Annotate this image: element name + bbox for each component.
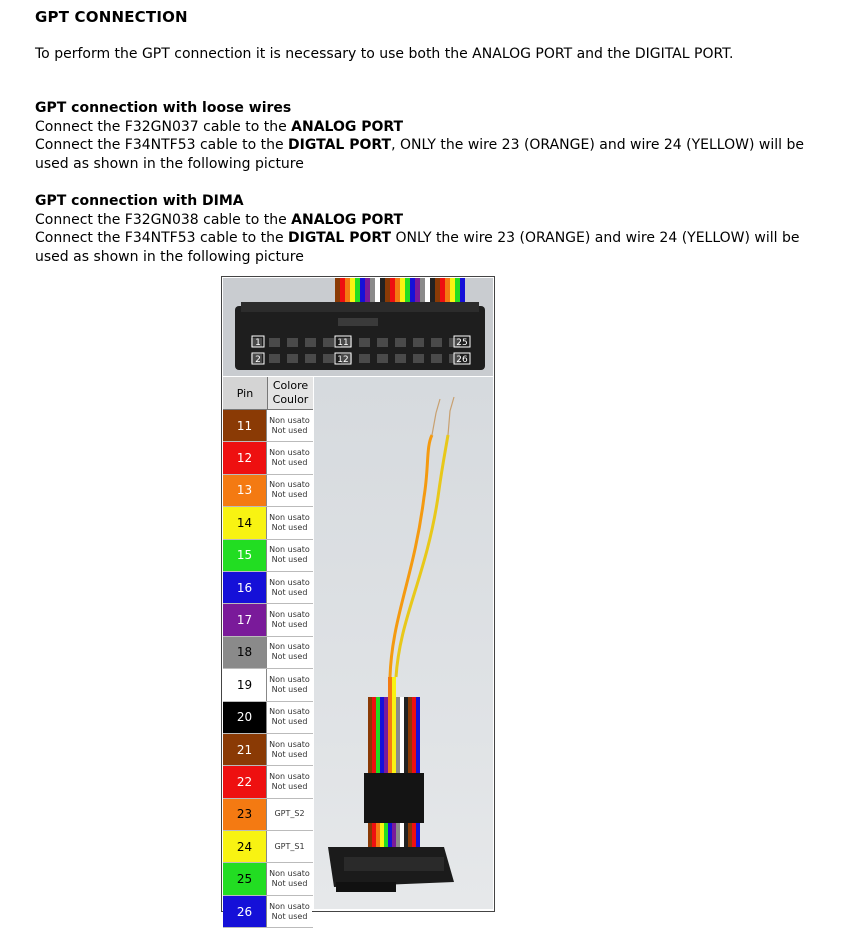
pin-color-table xyxy=(223,377,313,928)
pin-number-cell: 14 xyxy=(223,507,267,538)
cable-photo xyxy=(314,377,493,909)
pin-number-cell: 26 xyxy=(223,896,267,927)
pin-row xyxy=(223,604,313,636)
pin-row xyxy=(223,442,313,474)
pin-usage-cell: Non usato Not used xyxy=(267,475,312,506)
pin-row xyxy=(223,863,313,895)
wiring-figure xyxy=(221,276,495,921)
pin-usage-cell: Non usato Not used xyxy=(267,604,312,635)
section-heading: GPT connection with loose wires xyxy=(35,100,292,116)
pin-number-cell: 13 xyxy=(223,475,267,506)
pin-number-cell: 18 xyxy=(223,637,267,668)
cable-ribbon-bundle xyxy=(368,677,420,777)
pin-table-header xyxy=(223,377,313,410)
section-dima xyxy=(35,192,815,266)
connector-label-25: 25 xyxy=(456,338,468,348)
connector-label-11: 11 xyxy=(337,338,349,348)
ribbon-connector-illustration xyxy=(223,278,493,376)
pin-number-cell: 17 xyxy=(223,604,267,635)
pin-row xyxy=(223,637,313,669)
instruction-line: Connect the F32GN038 cable to the ANALOG PORT xyxy=(35,211,404,228)
pin-row xyxy=(223,896,313,928)
connector-label-12: 12 xyxy=(337,355,349,365)
pin-row xyxy=(223,766,313,798)
pin-row xyxy=(223,702,313,734)
pin-row xyxy=(223,669,313,701)
instruction-line: Connect the F32GN037 cable to the ANALOG PORT xyxy=(35,118,404,135)
pin-number-cell: 22 xyxy=(223,766,267,797)
pin-usage-cell: Non usato Not used xyxy=(267,410,312,441)
pin-number-cell: 25 xyxy=(223,863,267,894)
pin-row xyxy=(223,540,313,572)
pin-table-body xyxy=(223,410,313,928)
pin-number-cell: 24 xyxy=(223,831,267,862)
pin-usage-cell: GPT_S2 xyxy=(267,799,312,830)
pin-number-cell: 19 xyxy=(223,669,267,700)
pin-usage-cell: Non usato Not used xyxy=(267,766,312,797)
connector-label-1: 1 xyxy=(255,338,261,348)
connector-photo xyxy=(223,278,493,376)
section-heading: GPT connection with DIMA xyxy=(35,193,244,209)
pin-row xyxy=(223,734,313,766)
pin-usage-cell: Non usato Not used xyxy=(267,669,312,700)
header-pin: Pin xyxy=(223,377,268,409)
pin-usage-cell: Non usato Not used xyxy=(267,442,312,473)
pin-usage-cell: Non usato Not used xyxy=(267,702,312,733)
pin-row xyxy=(223,410,313,442)
pin-row xyxy=(223,507,313,539)
section-loose-wires xyxy=(35,99,815,173)
pin-number-cell: 16 xyxy=(223,572,267,603)
pin-number-cell: 21 xyxy=(223,734,267,765)
pin-usage-cell: Non usato Not used xyxy=(267,896,312,927)
pin-usage-cell: Non usato Not used xyxy=(267,734,312,765)
pin-number-cell: 23 xyxy=(223,799,267,830)
pin-usage-cell: Non usato Not used xyxy=(267,637,312,668)
pin-number-cell: 11 xyxy=(223,410,267,441)
pin-row xyxy=(223,831,313,863)
heat-shrink-sleeve xyxy=(364,773,424,823)
pin-usage-cell: Non usato Not used xyxy=(267,572,312,603)
pin-number-cell: 12 xyxy=(223,442,267,473)
pin-usage-cell: Non usato Not used xyxy=(267,507,312,538)
pin-number-cell: 15 xyxy=(223,540,267,571)
connector-label-2: 2 xyxy=(255,355,261,365)
pin-usage-cell: Non usato Not used xyxy=(267,863,312,894)
instruction-line: Connect the F34NTF53 cable to the DIGTAL PORT, ONLY the wire 23 (ORANGE) and wire 24 (YELLOW) will be used as shown in the following picture xyxy=(35,137,804,172)
pin-usage-cell: Non usato Not used xyxy=(267,540,312,571)
pin-row xyxy=(223,572,313,604)
instruction-line: Connect the F34NTF53 cable to the DIGTAL PORT ONLY the wire 23 (ORANGE) and wire 24 (YELLOW) will be used as shown in the following picture xyxy=(35,230,800,265)
pin-number-cell: 20 xyxy=(223,702,267,733)
cable-illustration xyxy=(314,377,493,909)
page-title: GPT CONNECTION xyxy=(35,8,188,26)
connector-label-26: 26 xyxy=(456,355,468,365)
intro-paragraph: To perform the GPT connection it is necessary to use both the ANALOG PORT and the DIGITAL PORT. xyxy=(35,46,734,62)
pin-usage-cell: GPT_S1 xyxy=(267,831,312,862)
header-color: Colore Coulor xyxy=(268,377,313,409)
pin-row xyxy=(223,475,313,507)
pin-row xyxy=(223,799,313,831)
